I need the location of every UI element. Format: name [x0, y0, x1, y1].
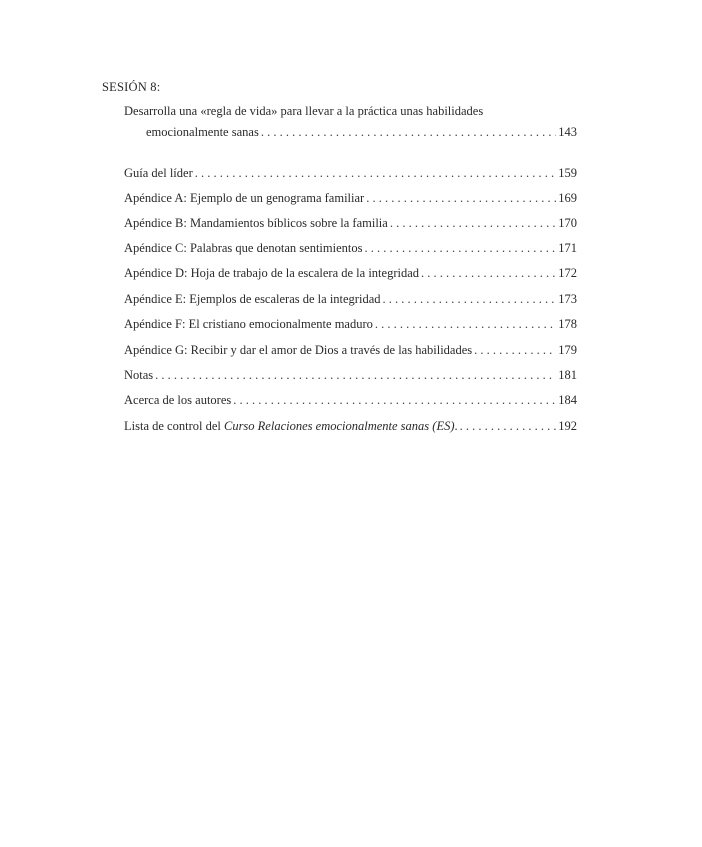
dot-leader [474, 342, 556, 358]
page-number: 169 [558, 191, 577, 205]
title-prefix: Lista de control del [124, 419, 224, 433]
dot-leader [261, 124, 556, 140]
page-number: 192 [558, 419, 577, 433]
dot-leader [366, 190, 556, 206]
toc-entry [124, 215, 577, 231]
toc-entry [124, 342, 577, 358]
toc-entry-checklist [124, 418, 577, 434]
page-number: 178 [558, 317, 577, 331]
toc-entry-title: Apéndice B: Mandamientos bíblicos sobre la familia [124, 216, 388, 230]
page-number: 181 [558, 368, 577, 382]
toc-entry-title: Apéndice F: El cristiano emocionalmente maduro [124, 317, 373, 331]
page-number: 184 [558, 393, 577, 407]
toc-entry-title: Guía del líder [124, 166, 193, 180]
page-number: 170 [558, 216, 577, 230]
toc-entry [124, 190, 577, 206]
toc-entry [124, 240, 577, 256]
dot-leader [375, 316, 556, 332]
toc-entry-title: Apéndice G: Recibir y dar el amor de Dios a través de las habilidades [124, 343, 473, 357]
page-number: 159 [558, 166, 577, 180]
session-entry-row [146, 124, 577, 140]
toc-entry-title: Apéndice D: Hoja de trabajo de la escalera de la integridad [124, 266, 420, 280]
toc-entry-title: Apéndice E: Ejemplos de escaleras de la integridad [124, 292, 381, 306]
course-title-italic: Curso Relaciones emocionalmente sanas (ES) [223, 419, 455, 433]
page-number: 179 [558, 343, 577, 357]
page-number: 172 [558, 266, 577, 280]
toc-entry [124, 165, 577, 181]
page-number: 171 [558, 241, 577, 255]
toc-entry-title [124, 418, 458, 434]
toc-entry [124, 291, 577, 307]
dot-leader [390, 215, 556, 231]
session-entry-title-line1: Desarrolla una «regla de vida» para llevar a la práctica unas habilidades [124, 104, 484, 118]
dot-leader [233, 392, 556, 408]
dot-leader [155, 367, 556, 383]
title-suffix: . [454, 419, 458, 433]
toc-entry-title: Acerca de los autores [124, 393, 232, 407]
dot-leader [460, 418, 557, 434]
session-entry-title-line2: emocionalmente sanas [146, 125, 259, 139]
dot-leader [383, 291, 557, 307]
dot-leader [421, 265, 556, 281]
toc-entry-title: Notas [124, 368, 154, 382]
page-number: 173 [558, 292, 577, 306]
toc-entry-title: Apéndice C: Palabras que denotan sentimientos [124, 241, 363, 255]
toc-entry [124, 392, 577, 408]
dot-leader [195, 165, 557, 181]
toc-entry-title: Apéndice A: Ejemplo de un genograma familiar [124, 191, 365, 205]
session-heading: SESIÓN 8: [102, 80, 161, 94]
page-number: 143 [558, 125, 577, 139]
dot-leader [364, 240, 556, 256]
toc-entry [124, 265, 577, 281]
toc-entry [124, 367, 577, 383]
toc-entry [124, 316, 577, 332]
